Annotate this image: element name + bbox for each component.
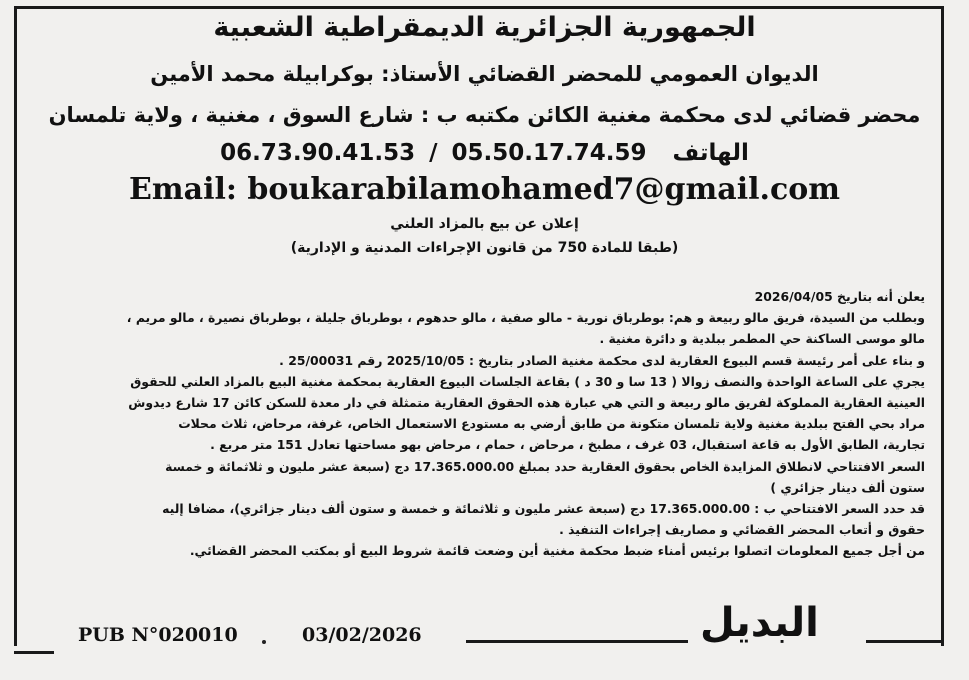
publication-date: 03/02/2026: [302, 624, 422, 646]
publication-number: PUB N°020010: [78, 624, 238, 646]
phone-1: 05.50.17.74.59: [451, 140, 647, 166]
republic-title: الجمهورية الجزائرية الديمقراطية الشعبية: [213, 12, 756, 43]
footer-rule-middle: [466, 640, 688, 643]
notice-body: [22, 286, 925, 562]
body-line: وبطلب من السيدة، فريق مالو ربيعة و هم: بوطرباق نورية - مالو صفية ، مالو حدهوم ، بوطرباق جليلة ، بوطرباق نصيرة ، مالو مريم ،: [126, 310, 925, 326]
body-line: من أجل جميع المعلومات اتصلوا برئيس أمناء ضبط محكمة مغنية أين وضعت قائمة شروط البيع أو بمكتب المحضر القضائي.: [189, 543, 925, 559]
phone-2: 06.73.90.41.53: [220, 140, 416, 166]
body-line: العينية العقارية المملوكة لفريق مالو ربيعة و التي هي عبارة هذه الحقوق العقارية متمثلة في دار معدة للسكن كائن 17 شارع ديدوش: [128, 395, 925, 411]
body-line: و بناء على أمر رئيسة قسم البيوع العقارية لدى محكمة مغنية الصادر بتاريخ : 2025/10/05 رقم 25/00031 .: [279, 352, 925, 368]
body-line: قد حدد السعر الافتتاحي ب : 17.365.000.00 دج (سبعة عشر مليون و ثلاثمائة و خمسة و ستون ألف دينار جزائري)، مضافا إليه: [162, 501, 925, 517]
body-line: مالو موسى الساكنة حي المطمر ببلدية و دائرة مغنية .: [599, 331, 925, 347]
email-address: Email: boukarabilamohamed7@gmail.com: [129, 172, 840, 207]
phone-separator: /: [429, 140, 438, 166]
footer-dot: [262, 640, 266, 644]
footer-rule-right: [866, 640, 944, 643]
phone-label: الهاتف: [672, 140, 749, 166]
body-line: السعر الافتتاحي لانطلاق المزايدة الخاص بحقوق العقارية حدد بمبلغ 17.365.000.00 دج (سبعة عشر مليون و ثلاثمائة و خمسة: [165, 458, 925, 474]
body-line: يجري على الساعة الواحدة والنصف زوالا ( 13 سا و 30 د ) بقاعة الجلسات البيوع العقارية بمحكمة مغنية البيع بالمزاد العلني للحقوق: [130, 373, 925, 389]
body-line: يعلن أنه بتاريخ 2026/04/05: [754, 289, 925, 304]
notice-subtitle: (طبقا للمادة 750 من قانون الإجراءات المدنية و الإدارية): [290, 240, 679, 256]
phone-line: [0, 140, 969, 166]
body-line: ستون ألف دينار جزائري ): [770, 479, 925, 495]
notice-title: إعلان عن بيع بالمزاد العلني: [390, 216, 579, 232]
office-address: محضر قضائي لدى محكمة مغنية الكائن مكتبه ب : شارع السوق ، مغنية ، ولاية تلمسان: [48, 103, 921, 127]
body-line: مراد بحي الفتح ببلدية مغنية ولاية تلمسان متكونة من طابق أرضي به مستودع الاستعمال الخاص، غرفة، مرحاض، ثلاث محلات: [178, 416, 925, 432]
newspaper-logo: البديل: [700, 600, 819, 646]
body-line: حقوق و أتعاب المحضر القضائي و مصاريف إجراءات التنفيذ .: [559, 522, 925, 538]
footer-rule-left: [14, 651, 54, 654]
body-line: تجارية، الطابق الأول به قاعة استقبال، 03 غرف ، مطبخ ، مرحاض ، حمام ، مرحاض بهو مساحتها تعادل 151 متر مربع .: [210, 437, 925, 453]
office-name: الديوان العمومي للمحضر القضائي الأستاذ: بوكرابيلة محمد الأمين: [150, 62, 819, 86]
